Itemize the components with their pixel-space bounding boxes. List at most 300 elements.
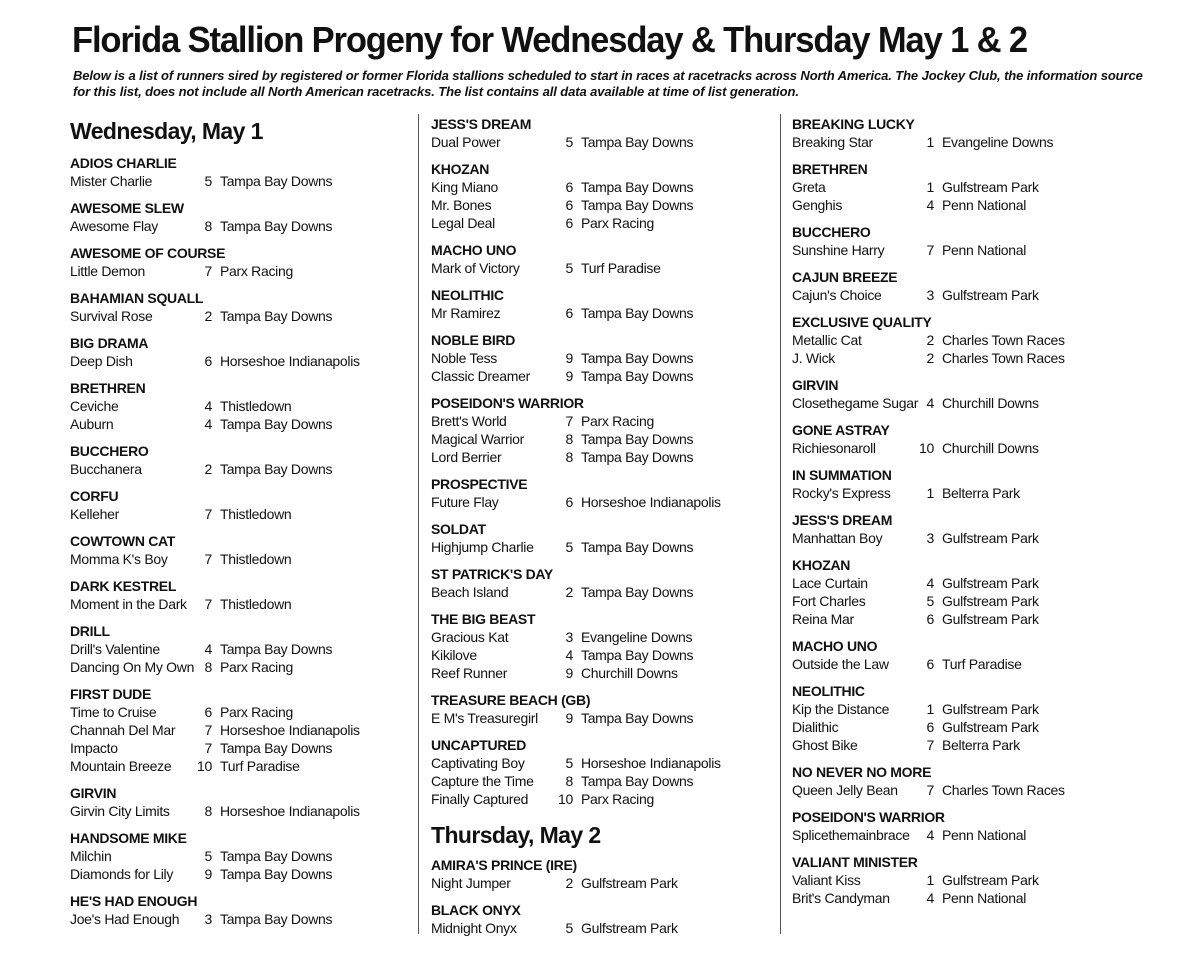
sire-group [792, 466, 1122, 502]
track-name: Tampa Bay Downs [581, 647, 694, 663]
race-number: 4 [926, 827, 934, 843]
horse-name: Girvin City Limits [70, 803, 170, 819]
track-name: Gulfstream Park [942, 179, 1039, 195]
track-name: Gulfstream Park [942, 530, 1039, 546]
horse-name: Brit's Candyman [792, 890, 890, 906]
runner-row [431, 448, 761, 466]
track-name: Turf Paradise [942, 656, 1022, 672]
column-divider [780, 114, 781, 934]
sire-group [792, 421, 1122, 457]
horse-name: Little Demon [70, 263, 145, 279]
track-name: Tampa Bay Downs [220, 416, 333, 432]
track-name: Tampa Bay Downs [581, 431, 694, 447]
runner-row [792, 889, 1122, 907]
horse-name: Channah Del Mar [70, 722, 176, 738]
runner-row [792, 871, 1122, 889]
runner-row [792, 529, 1122, 547]
sire-name: NEOLITHIC [792, 683, 865, 699]
track-name: Tampa Bay Downs [581, 710, 694, 726]
day-heading-wednesday: Wednesday, May 1 [70, 118, 263, 144]
sire-group [70, 154, 400, 190]
track-name: Gulfstream Park [942, 872, 1039, 888]
sire-group [792, 223, 1122, 259]
horse-name: Survival Rose [70, 308, 153, 324]
horse-name: Joe's Had Enough [70, 911, 180, 927]
sire-name: TREASURE BEACH (GB) [431, 692, 591, 708]
runner-row [792, 826, 1122, 844]
race-number: 8 [565, 431, 573, 447]
sire-group [792, 511, 1122, 547]
horse-name: E M's Treasuregirl [431, 710, 538, 726]
race-number: 9 [565, 350, 573, 366]
sire-name: NO NEVER NO MORE [792, 764, 932, 780]
runner-row [431, 178, 761, 196]
runner-row [431, 628, 761, 646]
race-number: 9 [565, 368, 573, 384]
track-name: Penn National [942, 890, 1027, 906]
track-name: Tampa Bay Downs [581, 197, 694, 213]
track-name: Parx Racing [220, 659, 293, 675]
race-number: 8 [204, 803, 212, 819]
race-number: 4 [926, 890, 934, 906]
runner-row [431, 772, 761, 790]
runner-row [431, 259, 761, 277]
runner-row [431, 790, 761, 808]
race-number: 10 [558, 791, 573, 807]
horse-name: Capture the Time [431, 773, 534, 789]
race-number: 4 [204, 398, 212, 414]
horse-name: Cajun's Choice [792, 287, 882, 303]
sire-name: BRETHREN [70, 380, 146, 396]
sire-name: BUCCHERO [792, 224, 871, 240]
race-number: 6 [926, 656, 934, 672]
track-name: Gulfstream Park [942, 701, 1039, 717]
sire-group [70, 289, 400, 325]
sire-name: BLACK ONYX [431, 902, 521, 918]
race-number: 2 [565, 584, 573, 600]
track-name: Penn National [942, 827, 1027, 843]
sire-name: IN SUMMATION [792, 467, 892, 483]
track-name: Tampa Bay Downs [581, 134, 694, 150]
track-name: Evangeline Downs [581, 629, 693, 645]
horse-name: Captivating Boy [431, 755, 525, 771]
runner-row [431, 583, 761, 601]
sire-name: GIRVIN [70, 785, 117, 801]
sire-name: AWESOME SLEW [70, 200, 184, 216]
runner-row [792, 286, 1122, 304]
sire-name: CAJUN BREEZE [792, 269, 898, 285]
sire-name: MACHO UNO [431, 242, 517, 258]
horse-name: Finally Captured [431, 791, 529, 807]
runner-row [431, 196, 761, 214]
horse-name: Legal Deal [431, 215, 495, 231]
sire-group [431, 475, 761, 511]
track-name: Gulfstream Park [942, 287, 1039, 303]
track-name: Horseshoe Indianapolis [581, 755, 721, 771]
runner-row [70, 460, 400, 478]
runner-row [70, 865, 400, 883]
horse-name: Reina Mar [792, 611, 854, 627]
sire-name: BUCCHERO [70, 443, 149, 459]
track-name: Belterra Park [942, 737, 1020, 753]
track-name: Tampa Bay Downs [581, 179, 694, 195]
race-number: 4 [926, 575, 934, 591]
race-number: 7 [204, 596, 212, 612]
sire-group [70, 334, 400, 370]
runner-row [70, 217, 400, 235]
track-name: Gulfstream Park [942, 575, 1039, 591]
sire-group [431, 736, 761, 808]
sire-group [792, 556, 1122, 628]
horse-name: Time to Cruise [70, 704, 157, 720]
runner-row [431, 538, 761, 556]
runner-row [70, 640, 400, 658]
track-name: Turf Paradise [581, 260, 661, 276]
runner-row [70, 910, 400, 928]
sire-group [70, 442, 400, 478]
sire-list [70, 154, 400, 928]
sire-name: KHOZAN [431, 161, 490, 177]
track-name: Horseshoe Indianapolis [220, 722, 360, 738]
race-number: 5 [565, 539, 573, 555]
sire-name: JESS'S DREAM [431, 116, 532, 132]
horse-name: Beach Island [431, 584, 509, 600]
sire-group [70, 244, 400, 280]
race-number: 1 [926, 872, 934, 888]
runner-row [431, 214, 761, 232]
sire-name: UNCAPTURED [431, 737, 527, 753]
sire-name: NEOLITHIC [431, 287, 504, 303]
track-name: Tampa Bay Downs [220, 866, 333, 882]
horse-name: Kip the Distance [792, 701, 890, 717]
runner-row [792, 781, 1122, 799]
runner-row [70, 397, 400, 415]
runner-row [792, 196, 1122, 214]
runner-row [792, 574, 1122, 592]
runner-row [70, 721, 400, 739]
sire-group [431, 520, 761, 556]
runner-row [70, 658, 400, 676]
column-divider [418, 114, 419, 934]
race-number: 1 [926, 485, 934, 501]
runner-row [70, 415, 400, 433]
sire-group [431, 331, 761, 385]
sire-name: PROSPECTIVE [431, 476, 528, 492]
runner-row [431, 664, 761, 682]
race-number: 7 [926, 737, 934, 753]
sire-name: AMIRA'S PRINCE (IRE) [431, 857, 577, 873]
sire-list [792, 115, 1122, 907]
runner-row [792, 178, 1122, 196]
horse-name: Reef Runner [431, 665, 508, 681]
track-name: Thistledown [220, 506, 292, 522]
horse-name: Gracious Kat [431, 629, 509, 645]
horse-name: Drill's Valentine [70, 641, 160, 657]
race-number: 8 [565, 773, 573, 789]
sire-group [431, 394, 761, 466]
race-number: 2 [204, 461, 212, 477]
race-number: 9 [565, 665, 573, 681]
track-name: Gulfstream Park [942, 593, 1039, 609]
race-number: 6 [204, 353, 212, 369]
horse-name: Mark of Victory [431, 260, 520, 276]
runner-row [431, 349, 761, 367]
race-number: 2 [204, 308, 212, 324]
horse-name: Queen Jelly Bean [792, 782, 898, 798]
runner-row [792, 439, 1122, 457]
race-number: 9 [204, 866, 212, 882]
sire-group [70, 829, 400, 883]
race-number: 3 [926, 530, 934, 546]
horse-name: Ghost Bike [792, 737, 858, 753]
track-name: Tampa Bay Downs [581, 449, 694, 465]
track-name: Parx Racing [581, 215, 654, 231]
runner-row [792, 655, 1122, 673]
horse-name: Bucchanera [70, 461, 142, 477]
runner-row [792, 592, 1122, 610]
race-number: 7 [926, 782, 934, 798]
runner-row [792, 736, 1122, 754]
track-name: Turf Paradise [220, 758, 300, 774]
sire-name: HANDSOME MIKE [70, 830, 187, 846]
track-name: Tampa Bay Downs [220, 461, 333, 477]
sire-group [792, 682, 1122, 754]
sire-group [792, 313, 1122, 367]
horse-name: Magical Warrior [431, 431, 524, 447]
horse-name: Mr. Bones [431, 197, 492, 213]
sire-group [70, 685, 400, 775]
track-name: Tampa Bay Downs [581, 350, 694, 366]
runner-row [792, 718, 1122, 736]
runner-row [431, 754, 761, 772]
sire-group [792, 637, 1122, 673]
track-name: Charles Town Races [942, 782, 1065, 798]
runner-row [70, 550, 400, 568]
sire-name: ADIOS CHARLIE [70, 155, 177, 171]
runner-row [70, 757, 400, 775]
horse-name: Diamonds for Lily [70, 866, 174, 882]
sire-name: EXCLUSIVE QUALITY [792, 314, 932, 330]
track-name: Horseshoe Indianapolis [220, 803, 360, 819]
column-3 [792, 115, 1122, 916]
runner-row [431, 133, 761, 151]
race-number: 7 [204, 506, 212, 522]
horse-name: Deep Dish [70, 353, 133, 369]
horse-name: Mountain Breeze [70, 758, 172, 774]
track-name: Tampa Bay Downs [220, 308, 333, 324]
race-number: 3 [926, 287, 934, 303]
race-number: 5 [565, 134, 573, 150]
sire-name: GIRVIN [792, 377, 839, 393]
track-name: Penn National [942, 197, 1027, 213]
runner-row [431, 304, 761, 322]
runner-row [792, 610, 1122, 628]
horse-name: Brett's World [431, 413, 507, 429]
sire-name: NOBLE BIRD [431, 332, 516, 348]
horse-name: Dialithic [792, 719, 839, 735]
horse-name: Fort Charles [792, 593, 866, 609]
horse-name: Lace Curtain [792, 575, 868, 591]
sire-group [431, 115, 761, 151]
horse-name: Valiant Kiss [792, 872, 861, 888]
horse-name: Future Flay [431, 494, 499, 510]
track-name: Tampa Bay Downs [220, 641, 333, 657]
race-number: 6 [565, 494, 573, 510]
race-number: 5 [204, 173, 212, 189]
race-number: 8 [565, 449, 573, 465]
sire-name: GONE ASTRAY [792, 422, 890, 438]
sire-name: BAHAMIAN SQUALL [70, 290, 204, 306]
track-name: Tampa Bay Downs [581, 368, 694, 384]
race-number: 2 [926, 332, 934, 348]
track-name: Churchill Downs [942, 395, 1039, 411]
sire-group [431, 856, 761, 892]
sire-name: AWESOME OF COURSE [70, 245, 226, 261]
horse-name: J. Wick [792, 350, 836, 366]
sire-name: KHOZAN [792, 557, 851, 573]
horse-name: Lord Berrier [431, 449, 502, 465]
track-name: Parx Racing [220, 263, 293, 279]
sire-name: JESS'S DREAM [792, 512, 893, 528]
track-name: Tampa Bay Downs [581, 773, 694, 789]
race-number: 6 [204, 704, 212, 720]
sire-name: POSEIDON'S WARRIOR [431, 395, 584, 411]
page-title: Florida Stallion Progeny for Wednesday & Thursday May 1 & 2 [72, 19, 1027, 60]
horse-name: Closethegame Sugar [792, 395, 919, 411]
runner-row [792, 349, 1122, 367]
race-number: 8 [204, 218, 212, 234]
horse-name: Momma K's Boy [70, 551, 168, 567]
column-1 [70, 112, 400, 937]
sire-group [431, 565, 761, 601]
track-name: Parx Racing [581, 413, 654, 429]
race-number: 4 [565, 647, 573, 663]
track-name: Tampa Bay Downs [220, 848, 333, 864]
horse-name: Outside the Law [792, 656, 889, 672]
race-number: 6 [926, 611, 934, 627]
horse-name: Classic Dreamer [431, 368, 530, 384]
runner-row [792, 241, 1122, 259]
sire-group [70, 487, 400, 523]
track-name: Parx Racing [220, 704, 293, 720]
runner-row [431, 874, 761, 892]
track-name: Tampa Bay Downs [220, 218, 333, 234]
runner-row [70, 307, 400, 325]
horse-name: Sunshine Harry [792, 242, 885, 258]
sire-group [70, 784, 400, 820]
race-number: 10 [919, 440, 934, 456]
sire-group [70, 892, 400, 928]
track-name: Thistledown [220, 398, 292, 414]
sire-name: THE BIG BEAST [431, 611, 536, 627]
sire-group [70, 199, 400, 235]
race-number: 4 [926, 395, 934, 411]
intro-text: Below is a list of runners sired by registered or former Florida stallions scheduled to start in races at racetracks across North America. The Jockey Club, the information source for this list, does not include all North American racetracks. The list contains all data available at time of list generation. [73, 68, 1143, 99]
runner-row [792, 700, 1122, 718]
race-number: 9 [565, 710, 573, 726]
runner-row [792, 133, 1122, 151]
sire-group [70, 622, 400, 676]
sire-name: CORFU [70, 488, 119, 504]
sire-group [792, 376, 1122, 412]
horse-name: Awesome Flay [70, 218, 158, 234]
race-number: 4 [204, 641, 212, 657]
race-number: 6 [565, 305, 573, 321]
sire-name: MACHO UNO [792, 638, 878, 654]
race-number: 3 [565, 629, 573, 645]
sire-list [431, 115, 761, 808]
track-name: Horseshoe Indianapolis [220, 353, 360, 369]
horse-name: Mr Ramirez [431, 305, 501, 321]
sire-group [70, 577, 400, 613]
sire-list [431, 856, 761, 937]
horse-name: Impacto [70, 740, 118, 756]
race-number: 10 [197, 758, 212, 774]
sire-name: BRETHREN [792, 161, 868, 177]
sire-name: BIG DRAMA [70, 335, 149, 351]
track-name: Churchill Downs [942, 440, 1039, 456]
race-number: 7 [204, 740, 212, 756]
sire-group [431, 610, 761, 682]
race-number: 1 [926, 179, 934, 195]
track-name: Belterra Park [942, 485, 1020, 501]
sire-name: COWTOWN CAT [70, 533, 176, 549]
race-number: 3 [204, 911, 212, 927]
race-number: 5 [926, 593, 934, 609]
track-name: Parx Racing [581, 791, 654, 807]
horse-name: Midnight Onyx [431, 920, 517, 936]
sire-group [792, 763, 1122, 799]
race-number: 6 [565, 197, 573, 213]
sire-group [792, 853, 1122, 907]
runner-row [70, 739, 400, 757]
track-name: Charles Town Races [942, 332, 1065, 348]
runner-row [792, 331, 1122, 349]
horse-name: Greta [792, 179, 826, 195]
sire-group [792, 808, 1122, 844]
sire-name: HE'S HAD ENOUGH [70, 893, 198, 909]
horse-name: Manhattan Boy [792, 530, 883, 546]
track-name: Charles Town Races [942, 350, 1065, 366]
runner-row [70, 352, 400, 370]
sire-group [431, 286, 761, 322]
race-number: 6 [565, 179, 573, 195]
sire-name: ST PATRICK'S DAY [431, 566, 553, 582]
race-number: 7 [565, 413, 573, 429]
sire-name: VALIANT MINISTER [792, 854, 918, 870]
race-number: 4 [926, 197, 934, 213]
horse-name: Splicethemainbrace [792, 827, 910, 843]
sire-group [70, 532, 400, 568]
race-number: 2 [565, 875, 573, 891]
track-name: Gulfstream Park [581, 875, 678, 891]
sire-name: SOLDAT [431, 521, 486, 537]
runner-row [431, 493, 761, 511]
horse-name: Kelleher [70, 506, 119, 522]
sire-name: BREAKING LUCKY [792, 116, 915, 132]
runner-row [70, 172, 400, 190]
runner-row [70, 847, 400, 865]
runner-row [431, 367, 761, 385]
track-name: Thistledown [220, 551, 292, 567]
race-number: 2 [926, 350, 934, 366]
race-number: 6 [565, 215, 573, 231]
race-number: 7 [926, 242, 934, 258]
horse-name: Moment in the Dark [70, 596, 187, 612]
race-number: 4 [204, 416, 212, 432]
horse-name: Highjump Charlie [431, 539, 534, 555]
day-heading-thursday: Thursday, May 2 [431, 822, 601, 848]
